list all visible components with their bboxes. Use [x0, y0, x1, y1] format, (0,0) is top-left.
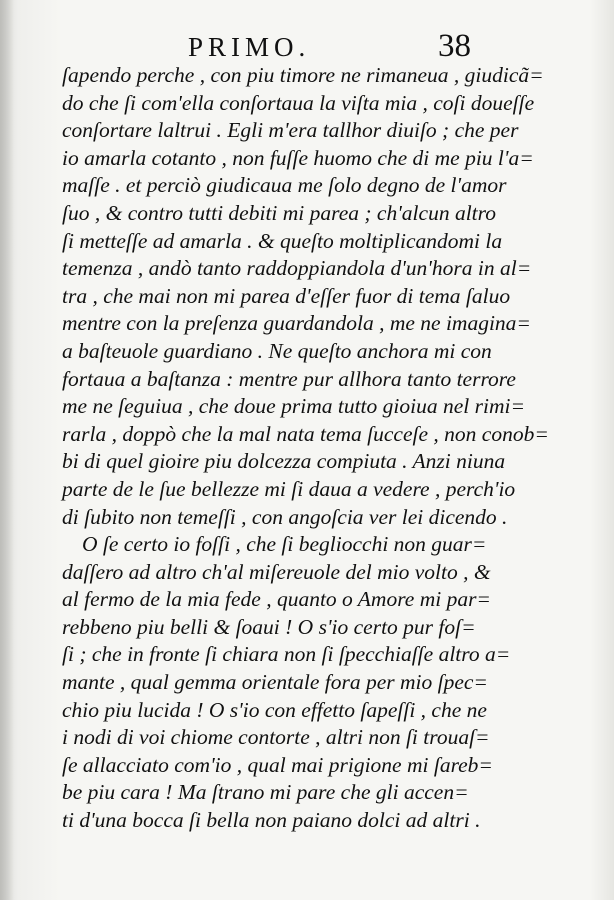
text-line: daſſero ad altro ch'al miſereuole del mio volto , &: [62, 559, 491, 584]
text-line: a baſteuole guardiano . Ne queſto anchora mi con: [62, 338, 492, 363]
text-line: fortaua a baſtanza : mentre pur allhora tanto terrore: [62, 366, 516, 391]
paragraph-start-line: O ſe certo io foſſi , che ſi begliocchi non guar=: [82, 532, 487, 557]
text-line: conſortare laltrui . Egli m'era tallhor diuiſo ; che per: [62, 118, 519, 143]
text-line: temenza , andò tanto raddoppiandola d'un'hora in al=: [62, 256, 532, 281]
page-number: 38: [438, 28, 471, 64]
text-line: rebbeno piu belli & ſoaui ! O s'io certo pur foſ=: [62, 614, 476, 639]
text-line: ſe allacciato com'io , qual mai prigione mi ſareb=: [62, 752, 493, 777]
text-line: ſi ; che in fronte ſi chiara non ſi ſpecchiaſſe altro a=: [62, 642, 511, 667]
gutter-shadow: [0, 0, 14, 900]
text-line: bi di quel gioire piu dolcezza compiuta . Anzi niuna: [62, 449, 506, 474]
text-line: me ne ſeguiua , che doue prima tutto gioiua nel rimi=: [62, 394, 525, 419]
text-line: parte de le ſue bellezze mi ſi daua a vedere , perch'io: [62, 476, 516, 501]
text-line: rarla , doppò che la mal nata tema ſucceſe , non conob=: [62, 421, 549, 446]
text-line: ſi metteſſe ad amarla . & queſto moltiplicandomi la: [62, 228, 503, 253]
text-line: do che ſi com'ella conſortaua la viſta mia , coſi doueſſe: [62, 90, 535, 115]
body-text: [62, 62, 562, 835]
text-line: al fermo de la mia fede , quanto o Amore mi par=: [62, 587, 491, 612]
text-line: ti d'una bocca ſi bella non paiano dolci ad altri .: [62, 808, 481, 833]
text-line: be piu cara ! Ma ſtrano mi pare che gli accen=: [62, 780, 469, 805]
text-line: di ſubito non temeſſi , con angoſcia ver lei dicendo .: [62, 504, 508, 529]
text-line: mante , qual gemma orientale fora per mio ſpec=: [62, 670, 488, 695]
text-line: i nodi di voi chiome contorte , altri non ſi trouaſ=: [62, 725, 490, 750]
text-line: io amarla cotanto , non fuſſe huomo che di me piu l'a=: [62, 145, 534, 170]
text-line: maſſe . et perciò giudicaua me ſolo degno de l'amor: [62, 173, 507, 198]
text-line: chio piu lucida ! O s'io con effetto ſapeſſi , che ne: [62, 697, 487, 722]
page-header: [0, 28, 614, 64]
text-line: ſuo , & contro tutti debiti mi parea ; ch'alcun altro: [62, 200, 496, 225]
running-head: PRIMO.: [188, 32, 311, 62]
text-line: tra , che mai non mi parea d'eſſer fuor di tema ſaluo: [62, 283, 511, 308]
text-line: mentre con la preſenza guardandola , me ne imagina=: [62, 311, 531, 336]
text-line: ſapendo perche , con piu timore ne rimaneua , giudicã=: [62, 63, 544, 87]
